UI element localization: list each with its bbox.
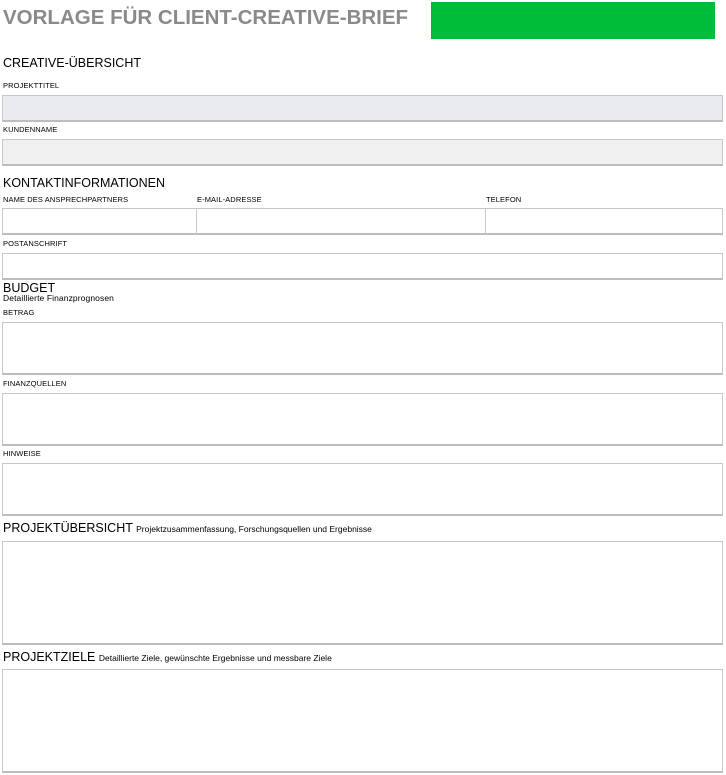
notes-label: HINWEISE (3, 449, 41, 458)
funding-field[interactable] (2, 393, 723, 446)
header-banner (431, 2, 715, 39)
contact-heading: KONTAKTINFORMATIONEN (3, 176, 166, 190)
client-name-label: KUNDENNAME (3, 125, 58, 134)
amount-label: BETRAG (3, 308, 35, 317)
email-field[interactable] (196, 208, 486, 235)
address-field[interactable] (2, 253, 723, 280)
creative-overview-heading: CREATIVE-ÜBERSICHT (3, 56, 141, 70)
client-name-field[interactable] (2, 139, 723, 166)
project-title-label: PROJEKTTITEL (3, 81, 60, 90)
project-goals-heading: PROJEKTZIELE (3, 650, 96, 664)
project-overview-subheading: Projektzusammenfassung, Forschungsquellen und Ergebnisse (136, 524, 372, 534)
phone-label: TELEFON (486, 195, 522, 204)
amount-field[interactable] (2, 322, 723, 375)
project-goals-field[interactable] (2, 669, 723, 773)
project-overview-heading: PROJEKTÜBERSICHT (3, 521, 133, 535)
document-title: VORLAGE FÜR CLIENT-CREATIVE-BRIEF (3, 6, 409, 29)
funding-label: FINANZQUELLEN (3, 379, 67, 388)
project-goals-section (3, 650, 332, 664)
budget-heading: BUDGET (3, 281, 56, 295)
project-overview-field[interactable] (2, 541, 723, 645)
project-overview-section (3, 521, 372, 535)
project-goals-subheading: Detaillierte Ziele, gewünschte Ergebnisse und messbare Ziele (98, 653, 332, 663)
address-label: POSTANSCHRIFT (3, 239, 68, 248)
budget-subheading: Detaillierte Finanzprognosen (3, 293, 115, 303)
notes-field[interactable] (2, 463, 723, 516)
contact-name-label: NAME DES ANSPRECHPARTNERS (3, 195, 129, 204)
email-label: E-MAIL-ADRESSE (197, 195, 262, 204)
project-title-field[interactable] (2, 95, 723, 122)
contact-name-field[interactable] (2, 208, 197, 235)
phone-field[interactable] (485, 208, 723, 235)
